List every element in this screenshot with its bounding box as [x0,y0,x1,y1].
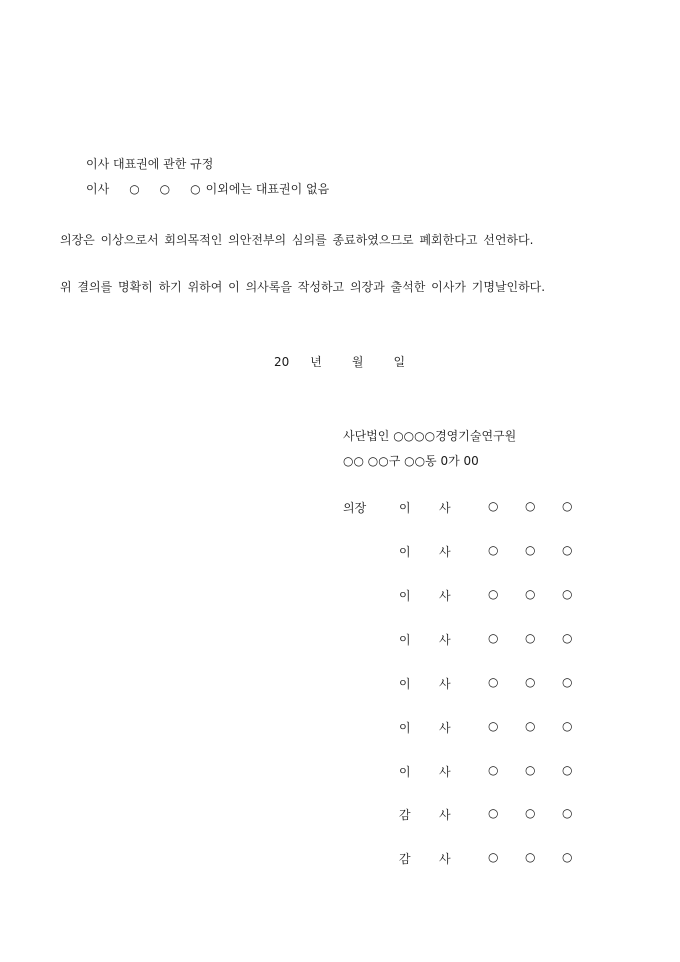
signatory-title-char: 이 [399,765,411,779]
signatory-name-mark: ○ [525,850,536,864]
signatory-name-mark: ○ [525,543,536,557]
signatory-name-mark: ○ [488,499,499,513]
signatory-name-mark: ○ [562,763,573,777]
closing-paragraph: 의장은 이상으로서 회의목적인 의안전부의 심의를 종료하였으므로 폐회한다고 선언하다. [60,233,534,247]
signatory-title-char: 이 [399,501,411,515]
signatory-title-char: 사 [439,852,451,866]
date-month-label: 월 [351,355,364,369]
date-line [274,353,405,370]
signatory-name-mark: ○ [488,850,499,864]
organization-name: ○○○○경영기술연구원 [393,429,517,443]
signatory-name-mark: ○ [488,543,499,557]
signatory-title-char: 이 [399,589,411,603]
signatory-name-mark: ○ [525,806,536,820]
signatory-name-mark: ○ [562,850,573,864]
signatory-name-mark: ○ [488,631,499,645]
signatory-name-mark: ○ [525,499,536,513]
date-year-label: 년 [310,355,322,369]
signatory-name-mark: ○ [525,587,536,601]
signatory-name-mark: ○ [525,763,536,777]
rep-rule-suffix: 이외에는 대표권이 없음 [205,182,330,196]
signatory-title-char: 사 [439,677,451,691]
signatory-name-mark: ○ [488,806,499,820]
signatory-title-char: 사 [439,633,451,647]
signatory-name-mark: ○ [488,675,499,689]
signatory-title-char: 사 [439,721,451,735]
signatory-title-char: 이 [399,633,411,647]
signatory-name-mark: ○ [562,719,573,733]
signatory-title-char: 이 [399,677,411,691]
signatory-title-char: 감 [399,852,411,866]
rep-rule-line [86,180,329,197]
signatory-title-char: 사 [439,501,451,515]
signatory-name-mark: ○ [562,675,573,689]
signatory-name-mark: ○ [562,631,573,645]
signatory-name-mark: ○ [525,631,536,645]
signatory-name-mark: ○ [488,587,499,601]
date-day-label: 일 [393,355,406,369]
resolution-paragraph: 위 결의를 명확히 하기 위하여 이 의사록을 작성하고 의장과 출석한 이사가 기명날인하다. [60,280,546,294]
organization-name-line [343,427,516,444]
signatory-name-mark: ○ [525,719,536,733]
signatory-name-mark: ○ [562,543,573,557]
signatory-title-char: 사 [439,808,451,822]
signatory-title-char: 사 [439,589,451,603]
rep-rule-circle: ○ [190,182,201,196]
signatory-name-mark: ○ [562,806,573,820]
signatory-name-mark: ○ [562,587,573,601]
signatory-title-char: 감 [399,808,411,822]
date-year-prefix: 20 [274,355,290,369]
organization-prefix: 사단법인 [343,429,390,443]
signatory-title-char: 이 [399,545,411,559]
rep-rule-prefix: 이사 [86,182,110,196]
organization-address: ○○ ○○구 ○○동 0가 00 [343,454,479,468]
signatory-name-mark: ○ [525,675,536,689]
signatory-role-prefix: 의장 [343,501,367,515]
signatory-name-mark: ○ [488,763,499,777]
signatory-name-mark: ○ [488,719,499,733]
rep-rule-circle: ○ [159,182,171,196]
rep-rule-heading: 이사 대표권에 관한 규정 [86,157,214,171]
signatory-title-char: 이 [399,721,411,735]
signatory-name-mark: ○ [562,499,573,513]
signatory-title-char: 사 [439,765,451,779]
rep-rule-circle: ○ [129,182,140,196]
signatory-title-char: 사 [439,545,451,559]
